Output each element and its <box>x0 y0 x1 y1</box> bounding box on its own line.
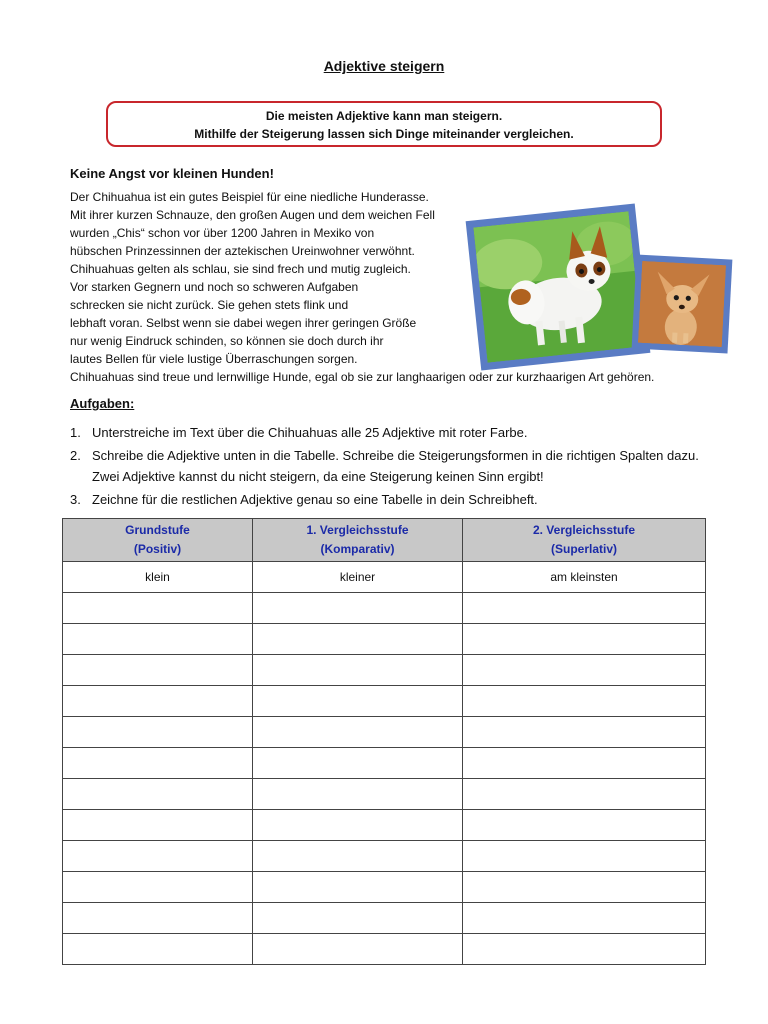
table-cell <box>253 841 463 872</box>
table-row <box>63 841 706 872</box>
table-row <box>63 810 706 841</box>
table-cell <box>463 717 706 748</box>
story-line: hübschen Prinzessinnen der aztekischen Ureinwohner verwöhnt. <box>70 244 415 258</box>
table-cell <box>63 655 253 686</box>
table-row <box>63 779 706 810</box>
story-line: nur wenig Eindruck schinden, so können sie doch durch ihr <box>70 334 384 348</box>
table-cell <box>463 624 706 655</box>
table-cell <box>63 934 253 965</box>
table-cell <box>63 779 253 810</box>
list-item <box>70 422 710 443</box>
table-row <box>63 655 706 686</box>
table-cell <box>63 872 253 903</box>
table-cell: am kleinsten <box>463 562 706 593</box>
tasks-heading: Aufgaben: <box>70 396 135 411</box>
task-number: 3. <box>70 492 81 507</box>
story-line: Chihuahuas gelten als schlau, sie sind frech und mutig zugleich. <box>70 262 411 276</box>
table-cell <box>253 717 463 748</box>
table-cell <box>463 903 706 934</box>
chihuahua-longhair-photo <box>466 204 651 371</box>
table-cell <box>463 686 706 717</box>
task-list <box>70 422 710 512</box>
table-cell: kleiner <box>253 562 463 593</box>
story-line: Vor starken Gegnern und noch so schweren Aufgaben <box>70 280 359 294</box>
table-cell <box>463 841 706 872</box>
table-body <box>63 562 706 965</box>
table-cell <box>63 717 253 748</box>
list-item <box>70 445 710 487</box>
table-cell <box>253 934 463 965</box>
info-line-2: Mithilfe der Steigerung lassen sich Dinge miteinander vergleichen. <box>194 127 574 141</box>
list-item <box>70 489 710 510</box>
task-text: Zeichne für die restlichen Adjektive genau so eine Tabelle in dein Schreibheft. <box>92 492 538 507</box>
table-header-row <box>63 519 706 562</box>
table-row <box>63 624 706 655</box>
header-line: (Komparativ) <box>320 542 395 556</box>
table-cell <box>463 779 706 810</box>
page-title: Adjektive steigern <box>323 58 445 74</box>
story-line: schrecken sie nicht zurück. Sie gehen stets flink und <box>70 298 349 312</box>
story-line: Der Chihuahua ist ein gutes Beispiel für eine niedliche Hunderasse. <box>70 190 429 204</box>
table-cell <box>463 748 706 779</box>
table-cell <box>63 593 253 624</box>
table-cell <box>463 593 706 624</box>
story-line: lebhaft voran. Selbst wenn sie dabei wegen ihrer geringen Größe <box>70 316 417 330</box>
table-row <box>63 686 706 717</box>
task-text: Schreibe die Adjektive unten in die Tabelle. Schreibe die Steigerungsformen in die richtigen Spalten dazu. Zwei Adjektive kannst du nicht steigern, da eine Steigerung keinen Sinn ergibt! <box>92 448 699 484</box>
chihuahua-shorthair-photo <box>632 255 733 354</box>
table-row <box>63 562 706 593</box>
story-line: wurden „Chis“ schon vor über 1200 Jahren in Mexiko von <box>70 226 375 240</box>
story-heading: Keine Angst vor kleinen Hunden! <box>70 166 274 181</box>
story-line: Mit ihrer kurzen Schnauze, den großen Augen und dem weichen Fell <box>70 208 435 222</box>
story-line: lautes Bellen für viele lustige Überraschungen sorgen. <box>70 352 358 366</box>
table-cell <box>463 655 706 686</box>
header-line: 1. Vergleichsstufe <box>306 523 409 537</box>
task-text: Unterstreiche im Text über die Chihuahuas alle 25 Adjektive mit roter Farbe. <box>92 425 528 440</box>
table-cell <box>253 655 463 686</box>
table-cell <box>253 810 463 841</box>
info-box <box>106 101 662 147</box>
table-cell: klein <box>63 562 253 593</box>
table-cell <box>253 872 463 903</box>
table-cell <box>63 686 253 717</box>
table-row <box>63 717 706 748</box>
header-line: (Positiv) <box>133 542 182 556</box>
table-row <box>63 593 706 624</box>
table-row <box>63 872 706 903</box>
info-line-1: Die meisten Adjektive kann man steigern. <box>265 109 503 123</box>
table-cell <box>463 934 706 965</box>
table-cell <box>253 903 463 934</box>
task-number: 1. <box>70 425 81 440</box>
header-line: (Superlativ) <box>550 542 617 556</box>
table-cell <box>63 903 253 934</box>
header-vergleichsstufe-2 <box>463 519 706 562</box>
table-cell <box>63 841 253 872</box>
table-row <box>63 748 706 779</box>
table-cell <box>253 779 463 810</box>
table-cell <box>253 748 463 779</box>
table-cell <box>63 810 253 841</box>
table-cell <box>463 810 706 841</box>
header-line: Grundstufe <box>125 523 190 537</box>
story-line: Chihuahuas sind treue und lernwillige Hunde, egal ob sie zur langhaarigen oder zur kurzhaarigen Art gehören. <box>70 370 655 384</box>
table-row <box>63 903 706 934</box>
adjective-table <box>62 518 706 965</box>
table-cell <box>463 872 706 903</box>
table-cell <box>63 748 253 779</box>
header-vergleichsstufe-1 <box>253 519 463 562</box>
table-cell <box>253 686 463 717</box>
table-row <box>63 934 706 965</box>
task-number: 2. <box>70 448 81 463</box>
table-cell <box>253 593 463 624</box>
header-grundstufe <box>63 519 253 562</box>
table-cell <box>253 624 463 655</box>
table-cell <box>63 624 253 655</box>
header-line: 2. Vergleichsstufe <box>532 523 636 537</box>
